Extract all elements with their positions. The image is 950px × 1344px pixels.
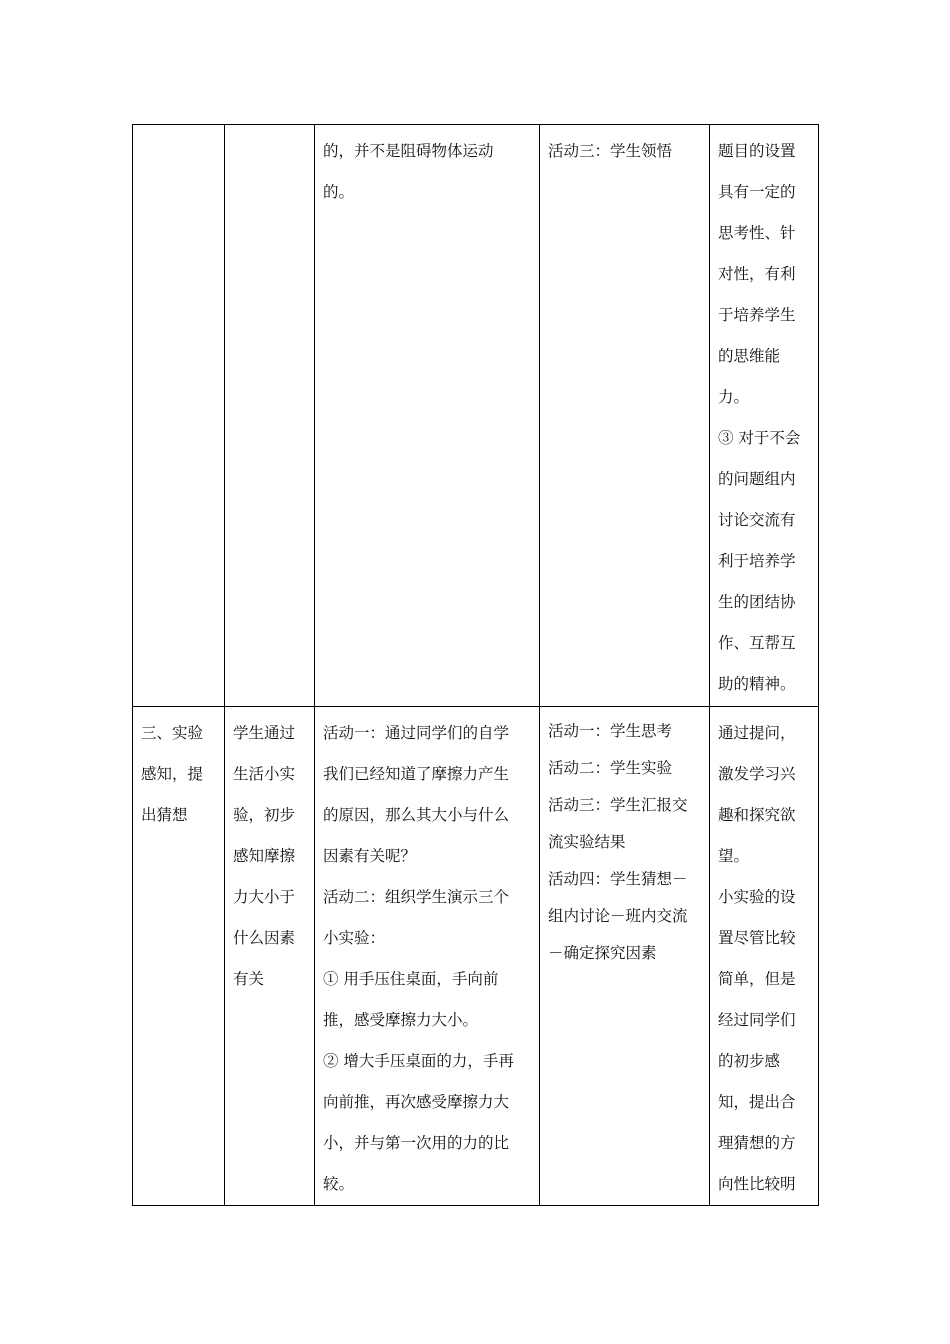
cell-text-line: 理猜想的方 — [718, 1134, 796, 1152]
cell-text-line: 小，并与第一次用的力的比 — [323, 1134, 510, 1152]
stage-cell — [133, 125, 225, 707]
cell-text-line: 推，感受摩擦力大小。 — [323, 1011, 479, 1029]
cell-text-line: 活动一：学生思考 — [548, 722, 673, 740]
cell-text-line: 利于培养学 — [718, 552, 796, 570]
cell-text-line: 什么因素 — [233, 929, 296, 947]
cell-text-line: 向前推，再次感受摩擦力大 — [323, 1093, 510, 1111]
cell-text-line: 出猜想 — [141, 806, 188, 824]
cell-text-line: 于培养学生 — [718, 306, 796, 324]
cell-text-line: 的。 — [323, 183, 355, 201]
cell-text-line: 活动一：通过同学们的自学 — [323, 724, 510, 742]
intent-cell — [225, 125, 315, 707]
cell-text-line: 趣和探究欲 — [718, 806, 796, 824]
cell-text-line: 向性比较明 — [718, 1175, 796, 1193]
cell-text-line: 力大小于 — [233, 888, 296, 906]
cell-text-line: 活动二：学生实验 — [548, 759, 673, 777]
cell-text-line: 简单，但是 — [718, 970, 796, 988]
cell-text-line: 生的团结协 — [718, 593, 796, 611]
table-row — [133, 707, 819, 1206]
cell-text-line: 因素有关呢？ — [323, 847, 417, 865]
cell-text-line: －确定探究因素 — [548, 944, 657, 962]
cell-text-line: 生活小实 — [233, 765, 296, 783]
cell-text-line: 活动三：学生汇报交 — [548, 796, 688, 814]
teacher-activity-cell — [315, 125, 540, 707]
teacher-activity-cell — [315, 707, 540, 1206]
student-activity-cell — [540, 125, 710, 707]
cell-text-line: 感知，提 — [141, 765, 204, 783]
cell-text-line: 的问题组内 — [718, 470, 796, 488]
cell-text-line: 对性，有利 — [718, 265, 796, 283]
cell-text-line: 三、实验 — [141, 724, 204, 742]
cell-text-line: 有关 — [233, 970, 265, 988]
cell-text-line: 讨论交流有 — [718, 511, 796, 529]
cell-text-line: 活动四：学生猜想－ — [548, 870, 688, 888]
design-rationale-cell — [710, 707, 819, 1206]
cell-text-line: 的思维能 — [718, 347, 781, 365]
cell-text-line: 题目的设置 — [718, 142, 796, 160]
cell-text-line: 小实验： — [323, 929, 386, 947]
cell-text-line: 较。 — [323, 1175, 355, 1193]
table-row — [133, 125, 819, 707]
design-rationale-cell — [710, 125, 819, 707]
lesson-plan-table — [132, 124, 819, 1206]
cell-text-line: 激发学习兴 — [718, 765, 796, 783]
cell-text-line: 的，并不是阻碍物体运动 — [323, 142, 494, 160]
cell-text-line: 组内讨论－班内交流 — [548, 907, 688, 925]
cell-text-line: 感知摩擦 — [233, 847, 296, 865]
cell-text-line: 具有一定的 — [718, 183, 796, 201]
cell-text-line: ① 用手压住桌面，手向前 — [323, 970, 499, 988]
cell-text-line: 经过同学们 — [718, 1011, 796, 1029]
cell-text-line: 思考性、针 — [718, 224, 796, 242]
cell-text-line: 作、互帮互 — [718, 634, 796, 652]
cell-text-line: 力。 — [718, 388, 750, 406]
student-activity-cell — [540, 707, 710, 1206]
cell-text-line: ③ 对于不会 — [718, 429, 801, 447]
cell-text-line: 知，提出合 — [718, 1093, 796, 1111]
cell-text-line: 通过提问， — [718, 724, 796, 742]
cell-text-line: 助的精神。 — [718, 675, 796, 693]
cell-text-line: 流实验结果 — [548, 833, 626, 851]
cell-text-line: 学生通过 — [233, 724, 296, 742]
cell-text-line: 小实验的设 — [718, 888, 796, 906]
cell-text-line: 望。 — [718, 847, 750, 865]
cell-text-line: 的原因，那么其大小与什么 — [323, 806, 510, 824]
cell-text-line: 我们已经知道了摩擦力产生 — [323, 765, 510, 783]
cell-text-line: 置尽管比较 — [718, 929, 796, 947]
intent-cell — [225, 707, 315, 1206]
cell-text-line: 活动三：学生领悟 — [548, 142, 673, 160]
cell-text-line: 活动二：组织学生演示三个 — [323, 888, 510, 906]
cell-text-line: 的初步感 — [718, 1052, 781, 1070]
stage-cell — [133, 707, 225, 1206]
cell-text-line: ② 增大手压桌面的力，手再 — [323, 1052, 514, 1070]
cell-text-line: 验，初步 — [233, 806, 296, 824]
